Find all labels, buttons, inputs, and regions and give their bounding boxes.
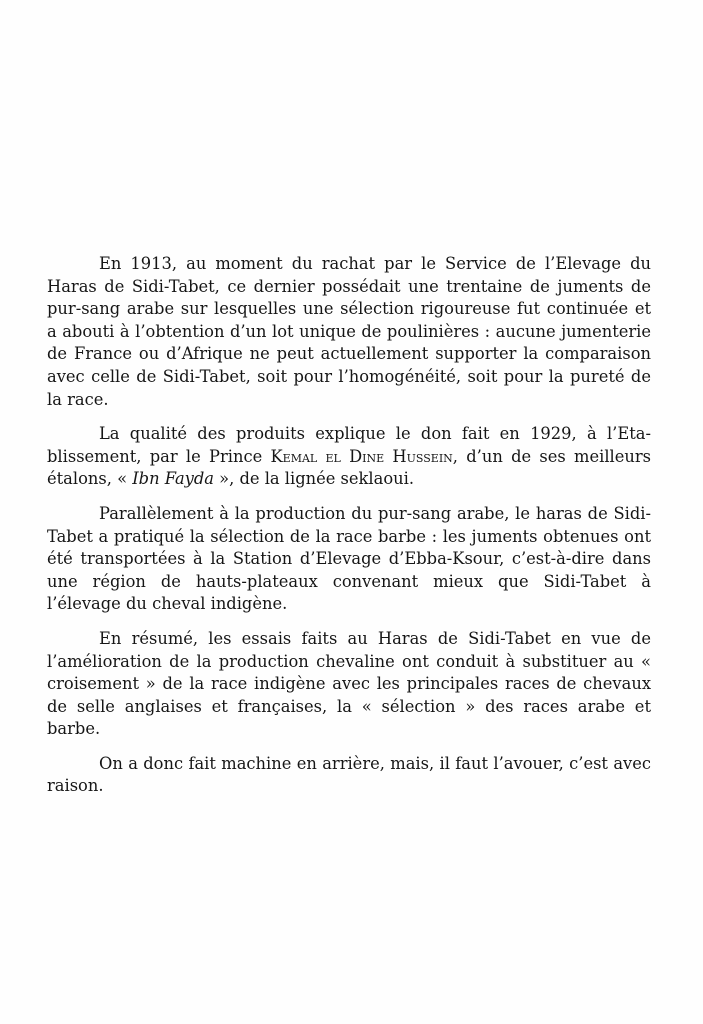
text-segment: La qualité des produits explique le don fait en 1929, à l’Etablissement, par le Prince: [47, 424, 651, 466]
text-segment: En résumé, les essais faits au Haras de Sidi-Tabet en vue de l’amélioration de la production chevaline ont conduit à substituer au « croisement » de la race indigène avec les principales races de chevaux de selle anglaises et françaises, la « sélection » des races arabe et barbe.: [47, 628, 651, 739]
text-segment: On a donc fait machine en arrière, mais, il faut l’avouer, c’est avec raison.: [47, 753, 651, 796]
prince-name: Kemal el Dine Hussein: [270, 446, 453, 466]
paragraph-rachat-1913: [47, 253, 651, 411]
text-segment: », de la lignée seklaoui.: [213, 469, 415, 489]
paragraph-race-barbe: [47, 503, 651, 616]
paragraph-conclusion: [47, 753, 651, 798]
paragraph-resume: [47, 628, 651, 741]
body-text: [47, 253, 651, 798]
stallion-name: Ibn Fayda: [132, 469, 214, 489]
text-segment: Parallèlement à la production du pur-sang arabe, le haras de Sidi-Tabet a pratiqué la sélection de la race barbe : les juments obtenues ont été transportées à la Station d’Elevage d’Ebba-Ksour, c’est-à-dire dans une région de hauts-plateaux convenant mieux que Sidi-Tabet à l’élevage du cheval indigène.: [47, 503, 651, 614]
paragraph-don-1929: [47, 423, 651, 491]
text-segment: , d’un de ses meilleurs étalons, «: [47, 446, 652, 489]
text-segment: En 1913, au moment du rachat par le Service de l’Elevage du Haras de Sidi-Tabet, ce dernier possédait une trentaine de juments de pur-sang arabe sur lesquelles une sélection rigoureuse fut continuée et a abouti à l’obtention d’un lot unique de poulinières : aucune jumenterie de France ou d’Afrique ne peut actuellement supporter la comparaison avec celle de Sidi-Tabet, soit pour l’homogénéité, soit pour la pureté de la race.: [47, 254, 651, 409]
